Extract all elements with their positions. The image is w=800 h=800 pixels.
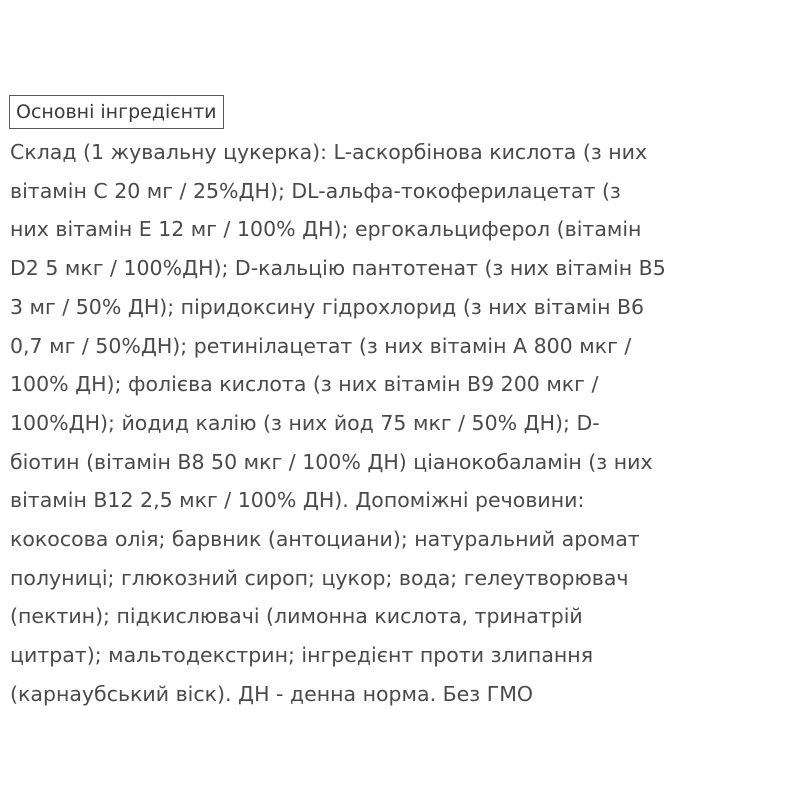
ingredients-line: полуниці; глюкозний сироп; цукор; вода; гелеутворювач: [10, 565, 629, 590]
ingredients-line: (пектин); підкислювачі (лимонна кислота, тринатрій: [10, 604, 583, 629]
ingredients-line: 0,7 мг / 50%ДН); ретинілацетат (з них вітамін А 800 мкг /: [10, 333, 632, 358]
ingredients-line: 100% ДН); фолієва кислота (з них вітамін В9 200 мкг /: [10, 372, 599, 397]
ingredients-line: цитрат); мальтодекстрин; інгредієнт проти злипання: [10, 643, 594, 668]
ingredients-line: біотин (вітамін В8 50 мкг / 100% ДН) ціанокобаламін (з них: [10, 449, 653, 474]
ingredients-line: них вітамін Е 12 мг / 100% ДН); ергокальциферол (вітамін: [10, 217, 642, 242]
ingredients-text: [10, 133, 800, 714]
ingredients-line: вітамін С 20 мг / 25%ДН); DL-альфа-токоферилацетат (з: [10, 178, 621, 203]
ingredients-line: кокосова олія; барвник (антоциани); натуральний аромат: [10, 527, 640, 552]
section-heading: [9, 95, 224, 129]
ingredients-line: (карнаубський віск). ДН - денна норма. Без ГМО: [10, 681, 534, 706]
ingredients-line: Склад (1 жувальну цукерка): L-аскорбінова кислота (з них: [10, 140, 648, 164]
ingredients-line: D2 5 мкг / 100%ДН); D-кальцію пантотенат (з них вітамін В5: [10, 256, 666, 281]
section-heading-text: Основні інгредієнти: [16, 101, 217, 123]
ingredients-line: 100%ДН); йодид калію (з них йод 75 мкг / 50% ДН); D-: [10, 410, 600, 435]
ingredients-line: вітамін В12 2,5 мкг / 100% ДН). Допоміжні речовини:: [10, 488, 585, 513]
ingredients-line: 3 мг / 50% ДН); піридоксину гідрохлорид (з них вітамін В6: [10, 294, 645, 319]
